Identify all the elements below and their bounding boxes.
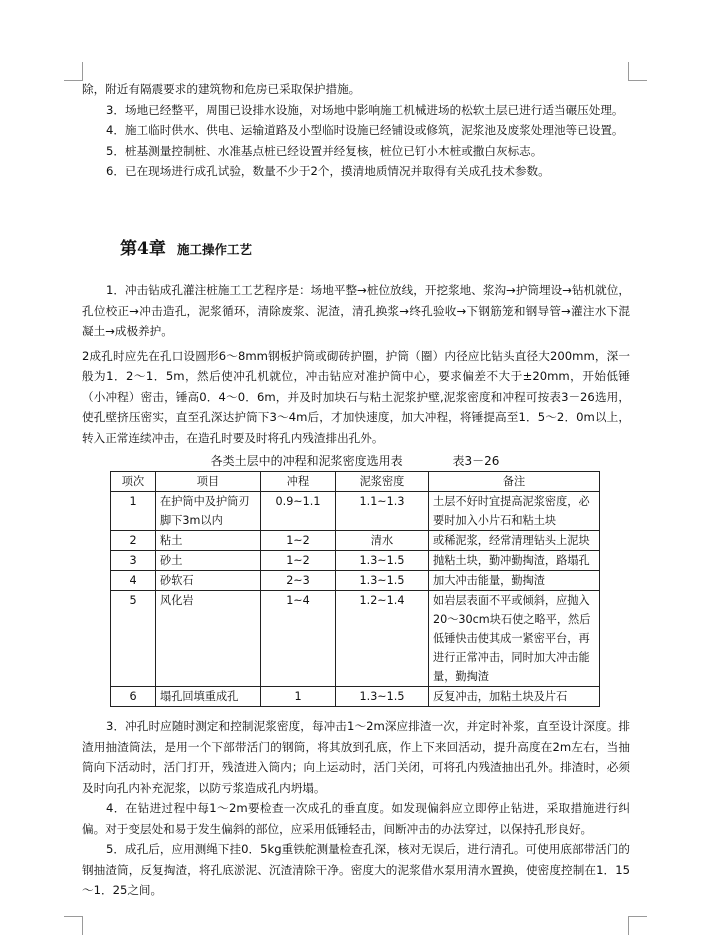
cell-index: 2 [111, 531, 156, 551]
cell-remarks: 抛粘土块，勤冲勤掏渣，路塌孔 [429, 551, 600, 571]
process-section [82, 280, 630, 448]
cell-remarks: 反复冲击，加粘土块及片石 [429, 687, 600, 707]
col-header-density: 泥浆密度 [336, 472, 429, 492]
cell-stroke: 1 [261, 687, 336, 707]
cell-item: 粘土 [156, 531, 261, 551]
cell-index: 5 [111, 591, 156, 687]
stroke-density-table [110, 452, 600, 707]
cell-remarks: 如岩层表面不平或倾斜，应抛入20～30cm块石使之略平，然后低锤快击使其成一紧密平台，再进行正常冲击，同时加大冲击能量，勤掏渣 [429, 591, 600, 687]
cell-remarks: 土层不好时宜提高泥浆密度，必要时加入小片石和粘土块 [429, 492, 600, 531]
table-row [111, 571, 600, 591]
cell-stroke: 0.9~1.1 [261, 492, 336, 531]
cell-stroke: 1~2 [261, 551, 336, 571]
chapter-heading [120, 234, 252, 259]
table-caption-row [111, 452, 600, 472]
cell-stroke: 1~2 [261, 531, 336, 551]
cell-item: 塌孔回填重成孔 [156, 687, 261, 707]
cell-density: 1.3~1.5 [336, 571, 429, 591]
paragraph-process-3: 3．冲孔时应随时测定和控制泥浆密度，每冲击1～2m深应排渣一次，并定时补浆，直至设计深度。排渣用抽渣筒法，是用一个下部带活门的钢筒，将其放到孔底，作上下来回活动，提升高度在2m左右，当抽筒向下活动时，活门打开，残渣进入筒内；向上运动时，活门关闭，可将孔内残渣抽出孔外。排渣时，必须及时向孔内补充泥浆，以防亏浆造成孔内坍塌。 [82, 719, 630, 795]
cell-index: 1 [111, 492, 156, 531]
crop-mark-bottom-right [628, 916, 647, 935]
col-header-index: 项次 [111, 472, 156, 492]
cell-index: 4 [111, 571, 156, 591]
paragraph-3: 3．场地已经整平，周围已设排水设施，对场地中影响施工机械进场的松软土层已进行适当碾压处理。 [106, 102, 624, 117]
cell-remarks: 加大冲击能量，勤掏渣 [429, 571, 600, 591]
cell-item: 风化岩 [156, 591, 261, 687]
table-header-row [111, 472, 600, 492]
chapter-title: 施工操作工艺 [176, 242, 252, 257]
cell-density: 1.1~1.3 [336, 492, 429, 531]
table-caption: 各类土层中的冲程和泥浆密度选用表 [210, 454, 403, 468]
paragraph-4: 4．施工临时供水、供电、运输道路及小型临时设施已经铺设或修筑，泥浆池及废浆处理池等已设置。 [106, 123, 624, 137]
paragraph-5: 5．桩基测量控制桩、水准基点桩已经设置并经复核，桩位已钉小木桩或撒白灰标志。 [106, 143, 543, 158]
paragraph-process-2: 2成孔时应先在孔口设圆形6～8mm钢板护筒或砌砖护圈，护筒（圈）内径应比钻头直径大200mm，深一般为1．2～1．5m，然后使冲孔机就位，冲击钻应对准护筒中心，要求偏差不大于±20mm，开始低锤（小冲程）密击，锤高0．4～0．6m，并及时加块石与粘土泥浆护壁,泥浆密度和冲程可按表3－26选用，使孔壁挤压密实，直至孔深达护筒下3～4m后，才加快速度，加大冲程，将锤提高至1．5～2．0m以上，转入正常连续冲击，在造孔时要及时将孔内残渣排出孔外。 [82, 348, 630, 445]
table-row [111, 551, 600, 571]
col-header-item: 项目 [156, 472, 261, 492]
cell-stroke: 1~4 [261, 591, 336, 687]
table-number: 表3－26 [452, 454, 500, 468]
bottom-section [82, 716, 630, 901]
table-row [111, 531, 600, 551]
table-row [111, 591, 600, 687]
table-row [111, 687, 600, 707]
cell-item: 砂土 [156, 551, 261, 571]
cell-remarks: 或稀泥浆，经常清理钻头上泥块 [429, 531, 600, 551]
cell-index: 3 [111, 551, 156, 571]
cell-item: 在护筒中及护筒刃脚下3m以内 [156, 492, 261, 531]
paragraph-process-5: 5．成孔后，应用测绳下挂0．5kg重铁舵测量检查孔深，核对无误后，进行清孔。可使用底部带活门的钢抽渣筒，反复掏渣，将孔底淤泥、沉渣清除干净。密度大的泥浆借水泵用清水置换，使密度控制在1．15～1．25之间。 [82, 842, 630, 897]
paragraph-6: 6．已在现场进行成孔试验，数量不少于2个，摸清地质情况并取得有关成孔技术参数。 [106, 164, 550, 178]
cell-item: 砂软石 [156, 571, 261, 591]
cell-density: 清水 [336, 531, 429, 551]
cell-density: 1.3~1.5 [336, 551, 429, 571]
cell-density: 1.2~1.4 [336, 591, 429, 687]
paragraph-process-4: 4．在钻进过程中每1～2m要检查一次成孔的垂直度。如发现偏斜应立即停止钻进，采取措施进行纠偏。对于变层处和易于发生偏斜的部位，应采用低锤轻击，间断冲击的办法穿过，以保持孔形良好。 [82, 801, 630, 836]
col-header-stroke: 冲程 [261, 472, 336, 492]
top-section [82, 79, 630, 182]
cell-density: 1.3~1.5 [336, 687, 429, 707]
paragraph-continued: 除，附近有隔震要求的建筑物和危房已采取保护措施。 [82, 82, 361, 96]
table-row [111, 492, 600, 531]
col-header-remarks: 备注 [429, 472, 600, 492]
crop-mark-top-left [64, 62, 83, 81]
chapter-number: 第4章 [120, 239, 166, 259]
crop-mark-bottom-left [64, 916, 83, 935]
cell-stroke: 2~3 [261, 571, 336, 591]
crop-mark-top-right [628, 62, 647, 81]
cell-index: 6 [111, 687, 156, 707]
paragraph-process-1: 1．冲击钻成孔灌注桩施工工艺程序是：场地平整→桩位放线，开挖浆地、浆沟→护筒埋设→钻机就位，孔位校正→冲击造孔，泥浆循环，清除废浆、泥渣，清孔换浆→终孔验收→下钢筋笼和钢导管→灌注水下混凝土→成极养护。 [82, 283, 630, 338]
